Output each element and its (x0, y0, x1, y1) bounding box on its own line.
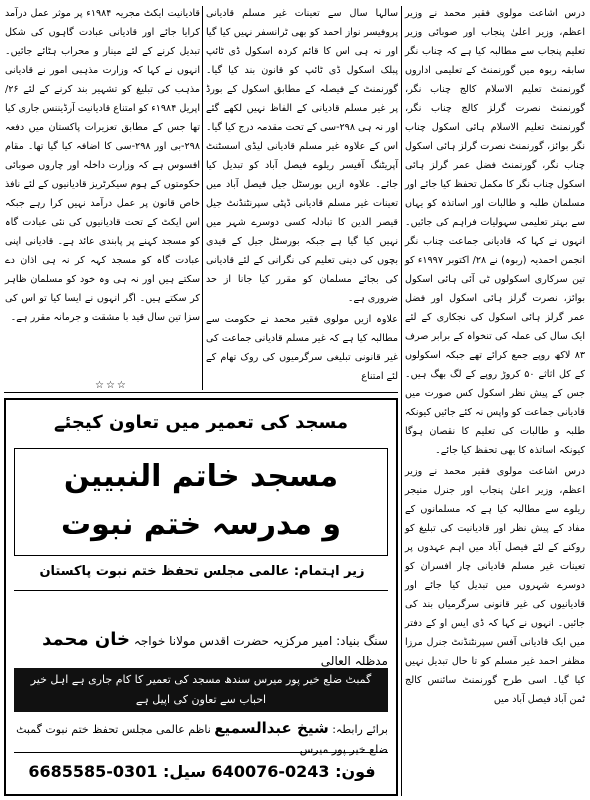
ad-contact-name: شیخ عبدالسمیع (214, 719, 329, 737)
horizontal-rule (4, 392, 398, 393)
ad-founder-prefix: سنگ بنیاد: امیر مرکزیہ حضرت اقدس مولانا خواجہ (133, 634, 388, 648)
ad-headline: مسجد کی تعمیر میں تعاون کیجئے (54, 412, 348, 433)
ad-patron-line: زیر اہتمام: عالمی مجلس تحفظ ختم نبوت پاکستان (39, 564, 365, 579)
ad-founder-line (16, 630, 388, 671)
ad-title-banner (14, 448, 388, 556)
article-column-left (5, 4, 200, 359)
ad-contact-prefix: برائے رابطہ: (332, 723, 388, 736)
ad-contact-line (16, 718, 388, 760)
column-divider (202, 6, 203, 390)
article-paragraph: سالہا سال سے تعینات غیر مسلم قادیانی پروفیسر نواز احمد کو بھی ٹرانسفر نہیں کیا گیا اور نہ ہی اس کا قائم کردہ اسکول ڈی ٹائپ پبلک اسکول ڈی ٹائپ کو قانون بند کیا گیا۔ گورنمنٹ کے فیصلہ کے مطابق اسکول کے بورڈ پر غیر مسلم قادیانی کے الفاظ نہیں لکھے گئے اور نہ ہی ۲۹۸-سی کے تحت مقدمہ درج کیا گیا۔ اس کے علاوہ غیر مسلم قادیانی لیڈی اسسٹنٹ آپریٹنگ آفیسر ریلوے فیصل آباد کو تبدیل کیا جائے۔ علاوہ ازیں بورسٹل جیل فیصل آباد میں تعینات غیر مسلم قادیانی ڈپٹی سپرنٹنڈنٹ جیل قیصر الدین کا تبادلہ کسی دوسرے شہر میں نہیں کیا گیا ہے جبکہ بورسٹل جیل کے قیدی بچوں کی دینی تعلیم کی نگرانی کے لئے قادیانی کی بجائے مسلمان کو مقرر کیا جانا از حد ضروری ہے۔ (205, 8, 398, 304)
ad-title-madrasa: و مدرسہ ختم نبوت (60, 507, 342, 542)
section-separator-stars: ☆☆☆ (95, 380, 128, 391)
column-divider (401, 6, 402, 796)
article-column-right (405, 4, 585, 794)
article-paragraph: علاوہ ازیں مولوی فقیر محمد نے حکومت سے مطالبہ کیا ہے کہ غیر مسلم قادیانی جماعت کی غیر قانونی تبلیغی سرگرمیوں کی روک تھام کے لئے امتناع (206, 314, 398, 382)
mosque-donation-advertisement (4, 398, 398, 796)
ad-appeal-band: گمبٹ ضلع خیر پور میرس سندھ مسجد کی تعمیر کا کام جاری ہے اہل خیر احباب سے تعاون کی اپیل ہے (14, 668, 388, 712)
ad-founder-suffix: مدظلہ العالی (320, 654, 388, 668)
article-paragraph: درس اشاعت مولوی فقیر محمد نے وزیر اعظم، وزیر اعلیٰ پنجاب اور جنرل منیجر ریلوے سے مطالبہ کیا ہے کہ مسلمانوں کے مفاد کے پیش نظر اور قادیانیت کی تبلیغ کو روکنے کے لئے فیصل آباد میں اہم عہدوں پر تعینات غیر مسلم قادیانی چار افسران کو دوسرے شہروں میں تبدیل کیا جائے اور قادیانیوں کی غیر قانونی سرگرمیاں بند کی جائیں۔ انہوں نے کہا کہ ڈی ایس او کے دفتر میں ایک قادیانی آفس سپرنٹنڈنٹ جنرل مرزا مظفر احمد غیر مسلم کو تا حال تبدیل نہیں کیا گیا۔ اسی طرح گورنمنٹ سائنس کالج ٹمن آباد فیصل آباد میں (405, 466, 585, 705)
article-paragraph: درس اشاعت مولوی فقیر محمد نے وزیر اعظم، وزیر اعلیٰ پنجاب اور صوبائی وزیر تعلیم پنجاب سے مطالبہ کیا ہے کہ چناب نگر سابقہ ربوہ میں گورنمنٹ کے تعلیمی اداروں گورنمنٹ تعلیم الاسلام کالج چناب نگر، گورنمنٹ نصرت گرلز کالج چناب نگر، گورنمنٹ تعلیم الاسلام ہائی اسکول چناب نگر بوائز، گورنمنٹ نصرت گرلز ہائی اسکول چناب نگر، گورنمنٹ فضل عمر گرلز ہائی اسکول چناب نگر کا مکمل تحفظ کیا جائے اور مسلمان طلبہ و طالبات اور اساتذہ کو یہاں سے بہتر تعلیمی سہولیات فراہم کی جائیں۔ انہوں نے کہا کہ قادیانی جماعت چناب نگر انجمن احمدیہ (ربوہ) نے ۲۸/ اکتوبر ۱۹۹۷ء کو تین سرکاری اسکولوں ٹی آئی ہائی اسکول بوائز، نصرت گرلز ہائی اسکول اور فضل عمر گرلز ہائی اسکول کی نجکاری کے لئے ایک سال کی عملہ کی تنخواہ کے برابر صرف ۸۳ لاکھ روپے جمع کرائے تھے جبکہ اسکولوں کے کل اثاثے ۵۰ کروڑ روپے کے لگ بھگ ہیں۔ جس کے پیش نظر اسکول کس صورت میں قادیانی جماعت کو واپس نہ کئے جائیں کیونکہ طلبہ و طالبات کی تعلیم کا نقصان ہوگا کیونکہ اساتذہ کا بھی تحفظ کیا جائے۔ (405, 8, 585, 456)
article-paragraph: قادیانیت ایکٹ مجریہ ۱۹۸۴ء پر موثر عمل درآمد کرایا جائے اور قادیانی عبادت گاہوں کی شکل تبدیل کرنے کے لئے مینار و محراب ہٹائے جائیں۔ انہوں نے کہا کہ وزارت مذہبی امور نے قادیانی مذہب کی تبلیغ کو تشہیر بند کرنے کے لئے ۲۶/ اپریل ۱۹۸۴ء کو امتناع قادیانیت آرڈیننس جاری کیا تھا جس کے مطابق تعزیرات پاکستان میں دفعہ ۲۹۸-بی اور ۲۹۸-سی کا اضافہ کیا گیا تھا۔ مقام افسوس ہے کہ وزارت داخلہ اور چاروں صوبائی حکومتوں کے ہوم سیکرٹریز قادیانیوں کے لئے نافذ خاص قانون پر عمل درآمد نہیں کرا رہے جبکہ اس ایکٹ کے تحت قادیانیوں کی نئی عبادت گاہ کو مسجد کہنے پر پابندی عائد ہے۔ قادیانی اپنی عبادت گاہ کو مسجد کہہ کر نہ ہی اذان دے سکتے ہیں اور نہ ہی وہ خود کو مسلمان ظاہر کر سکتے ہیں۔ اگر انہوں نے ایسا کیا تو اس کی سزا تین سال قید با مشقت و جرمانہ مقرر ہے۔ (5, 8, 201, 323)
ad-contact-suffix: ناظم عالمی مجلس تحفظ ختم نبوت گمبٹ ضلع خیر پور میرس (16, 723, 388, 756)
article-column-middle (205, 4, 398, 382)
ad-divider (14, 752, 388, 753)
ad-divider (14, 590, 388, 591)
ad-phone-numbers: فون: 0243-640076 سیل: 0301-6685585 (28, 762, 376, 781)
ad-title-mosque: مسجد خاتم النبیین (63, 459, 339, 494)
ad-founder-name: خان محمد (42, 629, 131, 650)
